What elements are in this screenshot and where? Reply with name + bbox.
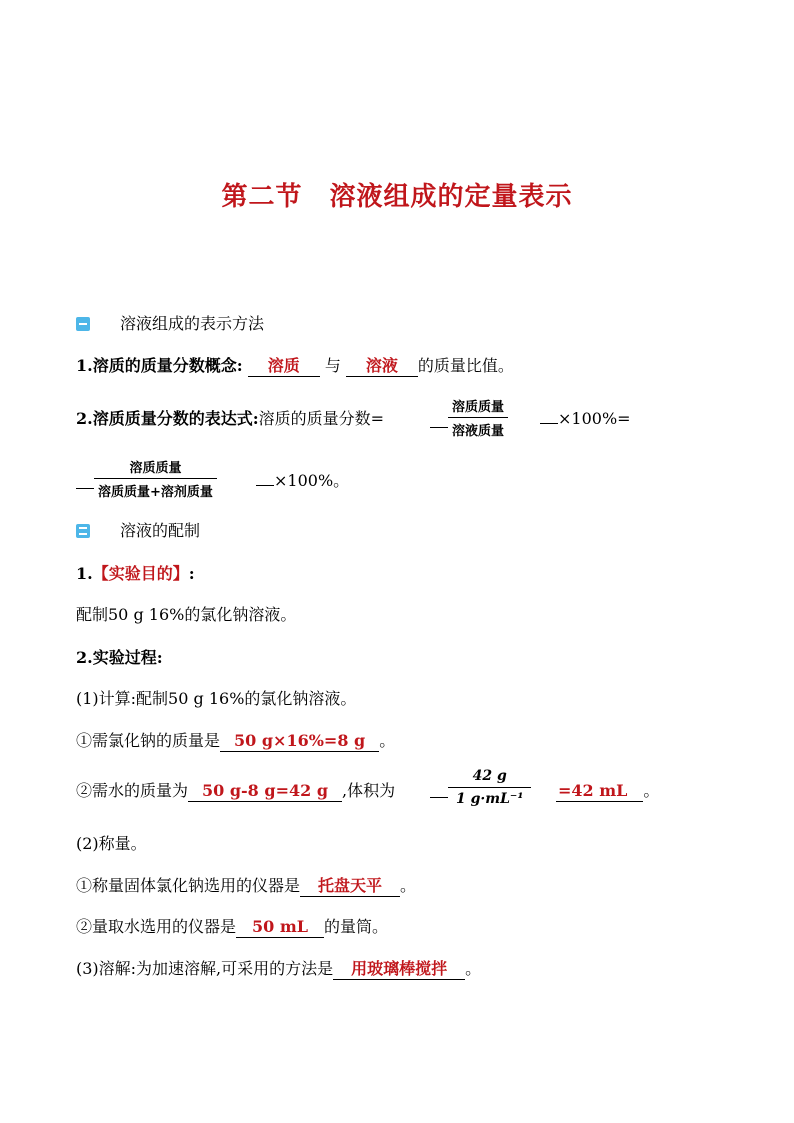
fraction-denominator: 溶质质量+溶剂质量 xyxy=(94,478,217,500)
step-calc: (1)计算:配制50 g 16%的氯化钠溶液。 xyxy=(76,689,357,708)
section-heading-2 xyxy=(76,520,200,542)
question-text: ②量取水选用的仪器是 xyxy=(76,917,237,936)
question-text: ②需水的质量为 xyxy=(76,781,189,800)
question-tail: 。 xyxy=(400,876,417,895)
question-text: ,体积为 xyxy=(342,781,396,800)
answer-text: 50 g-8 g=42 g xyxy=(202,781,328,800)
concept-label: 1.溶质的质量分数概念: xyxy=(76,356,243,375)
question-tail: 。 xyxy=(465,959,482,978)
goal-label xyxy=(76,563,195,585)
goal-number: 1. xyxy=(76,564,93,583)
answer-blank xyxy=(236,917,324,938)
answer-text: 用玻璃棒搅拌 xyxy=(351,959,448,978)
connector-text: 与 xyxy=(324,356,341,375)
formula-tail-2 xyxy=(256,470,349,492)
question-text: ①称量固体氯化钠选用的仪器是 xyxy=(76,876,301,895)
question-text: ①需氯化钠的质量是 xyxy=(76,731,221,750)
answer-blank xyxy=(248,356,320,377)
question-cylinder xyxy=(76,916,388,938)
step-dissolve xyxy=(76,958,481,980)
answer-blank xyxy=(346,356,418,377)
fraction-numerator: 42 g xyxy=(472,768,507,784)
section-two-icon xyxy=(76,524,90,538)
answer-blank xyxy=(333,959,465,980)
multiply-text: ×100%。 xyxy=(274,471,350,490)
step-weigh: (2)称量。 xyxy=(76,834,147,853)
goal-colon: : xyxy=(188,564,195,583)
section-one-icon xyxy=(76,317,90,331)
answer-text: 溶质 xyxy=(267,356,300,375)
question-text: (3)溶解:为加速溶解,可采用的方法是 xyxy=(76,959,334,978)
volume-fraction xyxy=(430,768,531,807)
page-title: 第二节 溶液组成的定量表示 xyxy=(221,182,573,212)
answer-blank xyxy=(556,781,643,802)
formula-label: 2.溶质质量分数的表达式: xyxy=(76,409,259,428)
process-label: 2.实验过程: xyxy=(76,648,163,667)
answer-text: =42 mL xyxy=(558,781,628,800)
fraction-denominator: 溶液质量 xyxy=(448,417,508,439)
fraction-1 xyxy=(430,396,508,439)
answer-text: 托盘天平 xyxy=(318,876,383,895)
section-heading-text: 溶液的配制 xyxy=(120,521,201,540)
question-tail: 的量筒。 xyxy=(324,917,389,936)
volume-answer xyxy=(556,780,659,802)
question-sodium-chloride-mass xyxy=(76,730,395,752)
answer-blank xyxy=(220,731,379,752)
section-heading-1 xyxy=(76,313,264,335)
goal-heading: 【实验目的】 xyxy=(92,564,189,583)
answer-blank xyxy=(300,876,400,897)
answer-blank xyxy=(188,781,342,802)
question-tail: 。 xyxy=(379,731,396,750)
question-balance xyxy=(76,875,416,897)
fraction-2 xyxy=(76,457,217,500)
answer-text: 50 mL xyxy=(252,917,309,936)
goal-text: 配制50 g 16%的氯化钠溶液。 xyxy=(76,605,297,624)
fraction-numerator: 溶质质量 xyxy=(452,400,505,415)
formula-line-1 xyxy=(76,408,384,430)
fraction-denominator: 1 g·mL⁻¹ xyxy=(448,787,531,807)
answer-text: 溶液 xyxy=(365,356,398,375)
concept-line xyxy=(76,355,514,377)
section-heading-text: 溶液组成的表示方法 xyxy=(120,314,265,333)
formula-text: 溶质的质量分数= xyxy=(258,409,385,428)
multiply-text: ×100%= xyxy=(558,409,631,428)
question-water-mass xyxy=(76,780,395,802)
fraction-numerator: 溶质质量 xyxy=(129,461,182,476)
question-tail: 。 xyxy=(643,781,660,800)
answer-text: 50 g×16%=8 g xyxy=(234,731,366,750)
sentence-tail: 的质量比值。 xyxy=(417,356,514,375)
formula-tail-1 xyxy=(540,408,631,430)
